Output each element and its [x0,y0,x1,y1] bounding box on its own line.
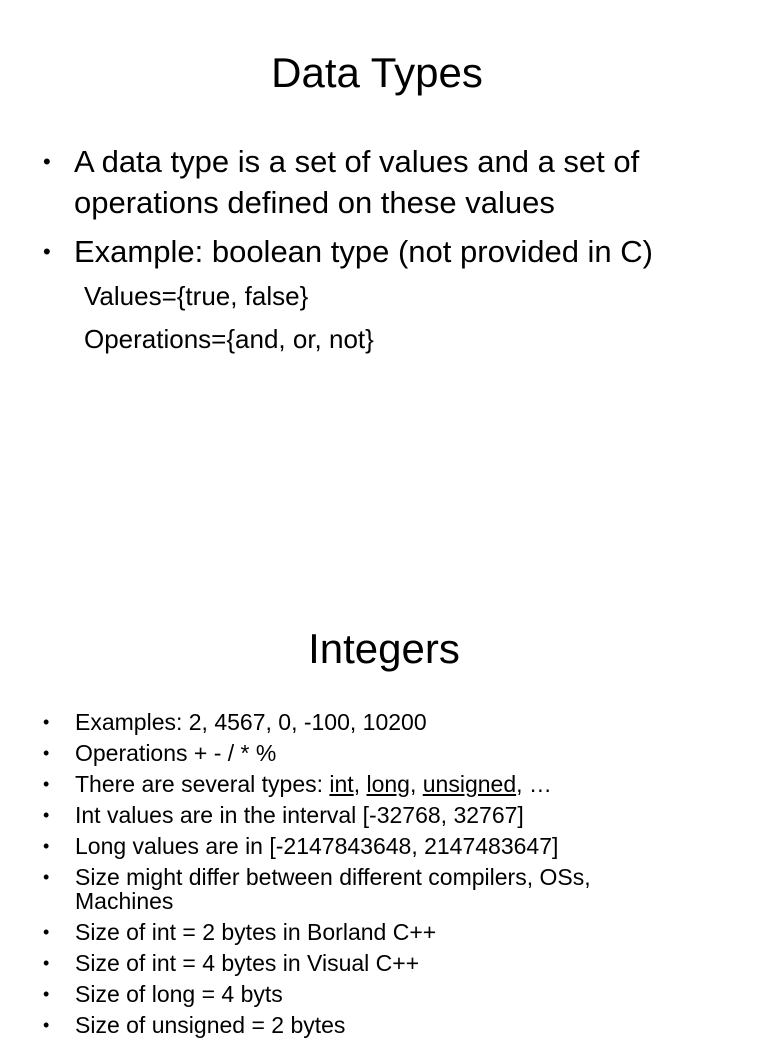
slide-title: Integers [308,625,460,672]
bullet-icon: • [43,774,50,794]
types-suffix: , … [516,771,552,797]
bullet-icon: • [43,922,50,942]
bullet-icon: • [43,239,51,264]
type-int: int [329,771,354,797]
slide-data-types [0,0,768,512]
bullet-icon: • [43,1015,50,1035]
bullet-icon: • [43,805,50,825]
bullet-text-types [75,771,552,797]
bullet-text: Operations + - / * % [75,740,277,766]
slide-title: Data Types [271,49,483,96]
bullet-icon: • [43,867,50,887]
slide-integers [0,600,768,1038]
type-long: long [366,771,410,797]
bullet-text: Long values are in [-2147843648, 2147483647] [75,833,559,859]
bullet-icon: • [43,149,51,174]
bullet-icon: • [43,712,50,732]
bullet-item [0,951,768,975]
bullet-icon: • [43,984,50,1004]
bullet-list [0,710,768,1044]
bullet-icon: • [43,743,50,763]
bullet-item [0,865,675,913]
bullet-item [0,834,768,858]
types-sep: , [353,771,367,797]
bullet-text: Size of int = 2 bytes in Borland C++ [75,919,437,945]
sub-line-operations: Operations={and, or, not} [84,324,374,354]
bullet-item [0,1013,768,1037]
bullet-icon: • [43,836,50,856]
types-sep: , [409,771,423,797]
bullet-item [0,803,768,827]
types-prefix: There are several types: [75,771,330,797]
bullet-text: Size might differ between different compilers, OSs, Machines [75,864,591,914]
bullet-item [0,982,768,1006]
bullet-item [0,710,768,734]
bullet-item [0,741,768,765]
bullet-text: Example: boolean type (not provided in C) [74,234,653,269]
bullet-item [0,920,768,944]
bullet-text: Examples: 2, 4567, 0, -100, 10200 [75,709,427,735]
bullet-text: A data type is a set of values and a set of operations defined on these values [74,144,640,220]
bullet-text: Size of unsigned = 2 bytes [75,1012,346,1038]
bullet-text: Size of long = 4 byts [75,981,283,1007]
bullet-item [0,772,768,796]
bullet-icon: • [43,953,50,973]
bullet-text: Int values are in the interval [-32768, 32767] [75,802,524,828]
type-unsigned: unsigned [422,771,517,797]
bullet-text: Size of int = 4 bytes in Visual C++ [75,950,420,976]
sub-line-values: Values={true, false} [84,281,309,311]
